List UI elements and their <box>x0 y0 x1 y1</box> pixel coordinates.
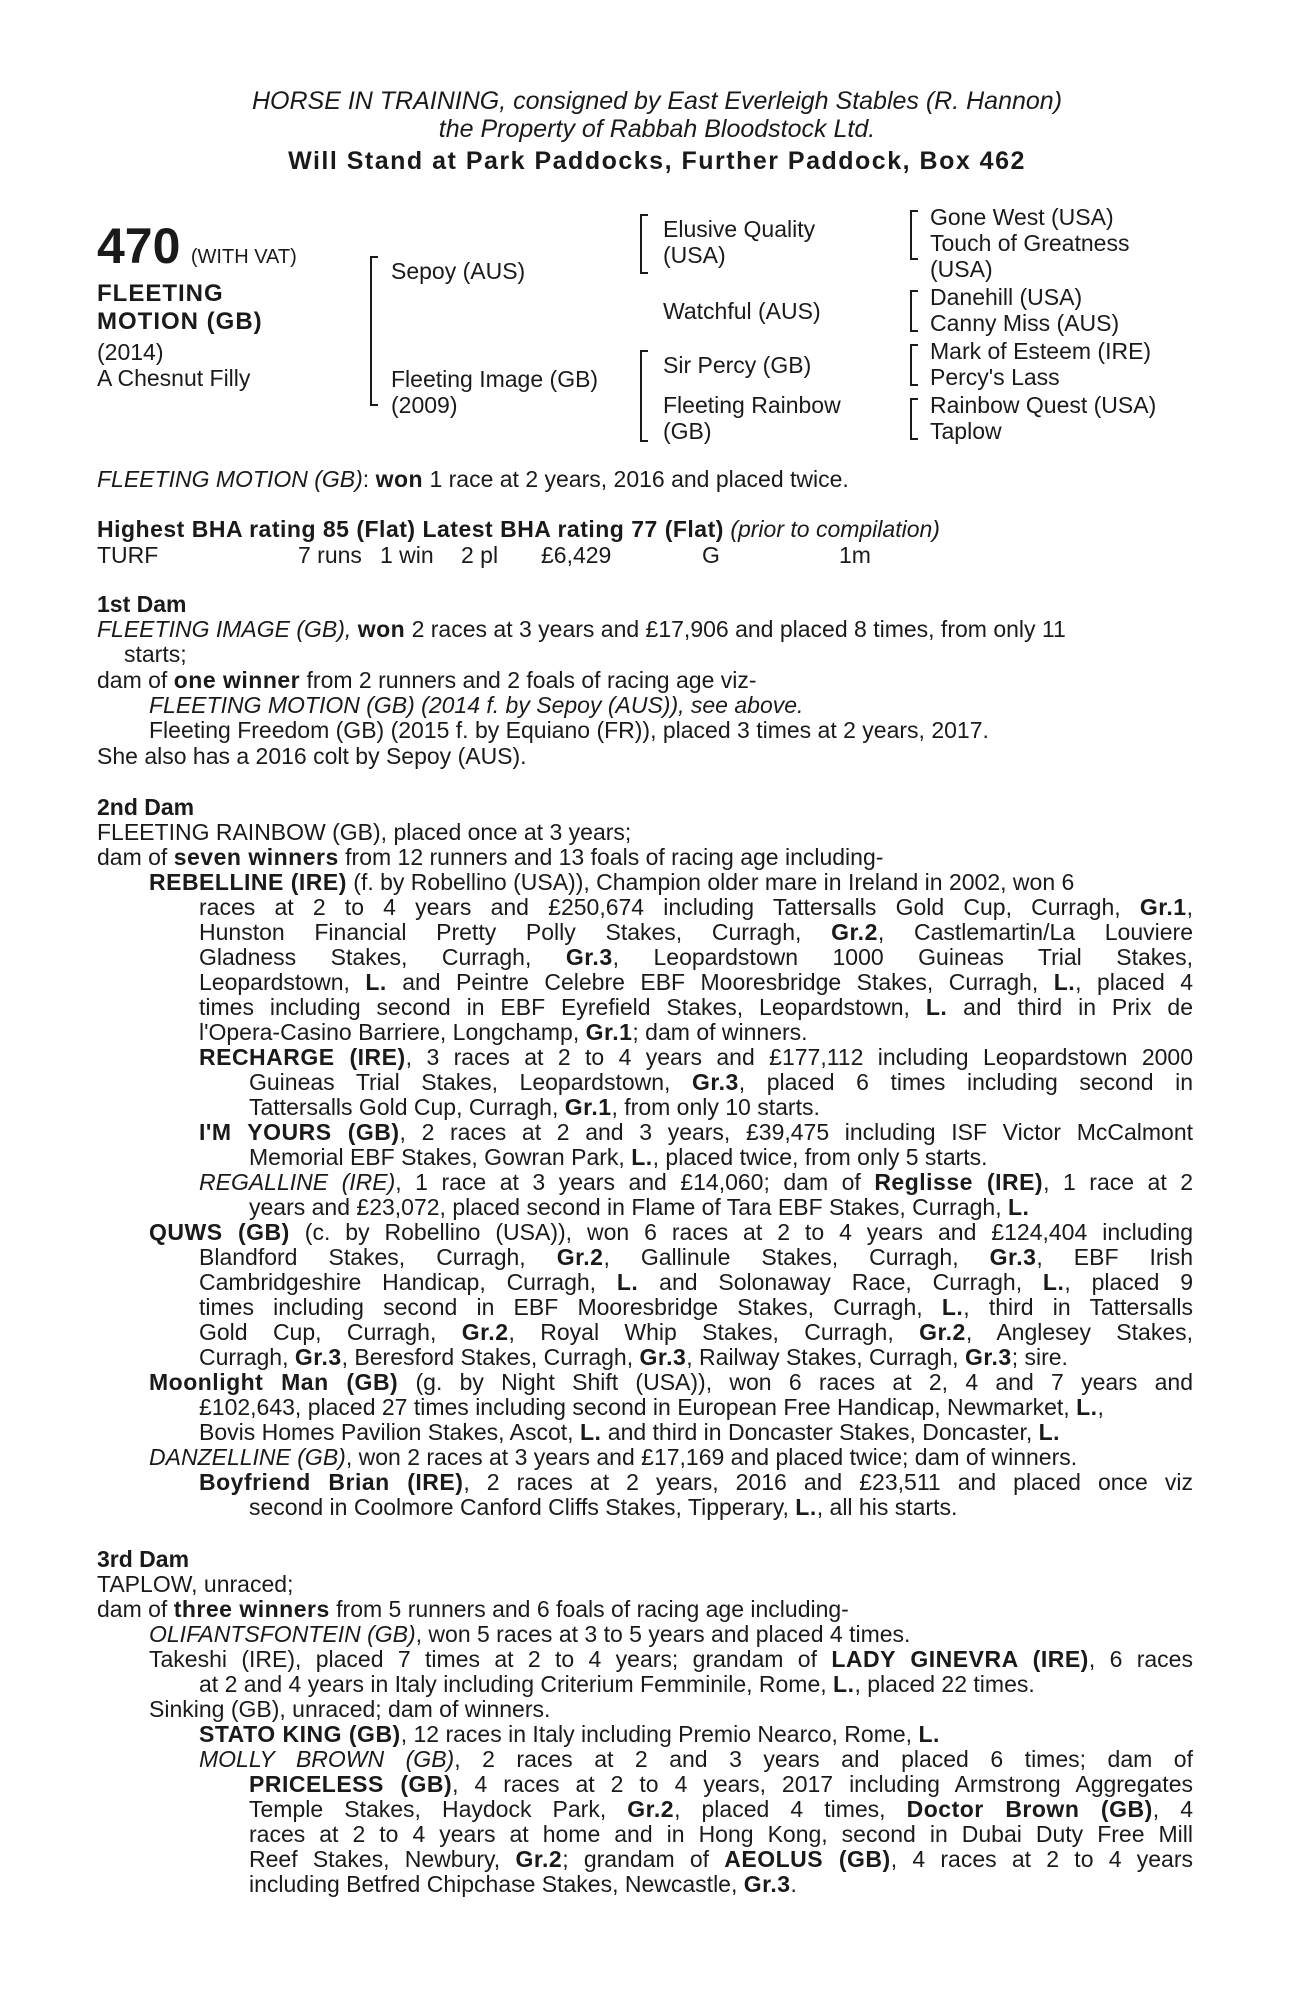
second-dam-winners: seven winners <box>173 844 339 870</box>
pedigree-ggs6: Percy's Lass <box>930 364 1060 390</box>
rebelline-line-7: l'Opera-Casino Barriere, Longchamp, Gr.1; dam of winners. <box>199 1019 808 1045</box>
first-dam-produce <box>97 668 757 693</box>
takeshi-line-2: at 2 and 4 years in Italy including Criterium Femminile, Rome, L., placed 22 times. <box>199 1671 1035 1697</box>
owner-line: the Property of Rabbah Bloodstock Ltd. <box>438 115 876 143</box>
ggs-brace-1 <box>910 210 912 260</box>
molly-brown-line-3: Temple Stakes, Haydock Park, Gr.2, placed 4 times, Doctor Brown (GB), 4 <box>249 1796 1194 1822</box>
lot-number: 470 <box>97 218 181 274</box>
first-dam-note: She also has a 2016 colt by Sepoy (AUS). <box>97 743 527 769</box>
moonlight-man-entry: Moonlight Man (GB) (g. by Night Shift (USA)), won 6 races at 2, 4 and 7 years and <box>149 1369 1193 1395</box>
pedigree-ggs3: Danehill (USA) <box>930 284 1083 310</box>
rebelline-entry: REBELLINE (IRE) (f. by Robellino (USA)), Champion older mare in Ireland in 2002, won 6 <box>149 869 1075 895</box>
pedigree-gs3: Sir Percy (GB) <box>663 352 812 378</box>
pedigree-dam: Fleeting Image (GB) <box>391 366 599 392</box>
pedigree-ggs2: Touch of Greatness (USA) <box>930 230 1130 282</box>
regalline-entry: REGALLINE (IRE), 1 race at 3 years and £14,060; dam of Reglisse (IRE), 1 race at 2 <box>199 1169 1194 1195</box>
im-yours-line-2: Memorial EBF Stakes, Gowran Park, L., placed twice, from only 5 starts. <box>249 1144 988 1170</box>
rebelline-line-6: times including second in EBF Eyrefield Stakes, Leopardstown, L. and third in Prix de <box>199 994 1193 1020</box>
quws-line-4: times including second in EBF Mooresbridge Stakes, Curragh, L., third in Tattersalls <box>199 1294 1193 1320</box>
pedigree-gs4: Fleeting Rainbow (GB) <box>663 392 841 444</box>
ggs-brace-3 <box>910 344 912 386</box>
lot-number-block <box>97 218 297 274</box>
dam-line-brace <box>640 350 642 442</box>
second-dam-including: from 12 runners and 13 foals of racing age including- <box>345 844 884 870</box>
turf-going: G <box>702 542 720 568</box>
third-dam-including: from 5 runners and 6 foals of racing age including- <box>336 1596 849 1622</box>
takeshi-entry: Takeshi (IRE), placed 7 times at 2 to 4 years; grandam of LADY GINEVRA (IRE), 6 races <box>149 1646 1193 1672</box>
first-dam-heading: 1st Dam <box>97 591 187 617</box>
location-line: Will Stand at Park Paddocks, Further Paddock, Box 462 <box>288 147 1026 175</box>
olifantsfontein-entry: OLIFANTSFONTEIN (GB), won 5 races at 3 to 5 years and placed 4 times. <box>149 1621 911 1647</box>
im-yours-entry: I'M YOURS (GB), 2 races at 2 and 3 years, £39,475 including ISF Victor McCalmont <box>199 1119 1193 1145</box>
second-dam-dam-of: dam of <box>97 844 168 870</box>
recharge-entry: RECHARGE (IRE), 3 races at 2 to 4 years and £177,112 including Leopardstown 2000 <box>199 1044 1193 1070</box>
first-dam-name: FLEETING IMAGE (GB), <box>97 616 352 642</box>
horse-year: (2014) <box>97 339 164 365</box>
consignor-line: HORSE IN TRAINING, consigned by East Everleigh Stables (R. Hannon) <box>251 87 1063 115</box>
sinking-entry: Sinking (GB), unraced; dam of winners. <box>149 1696 551 1722</box>
molly-brown-line-6: including Betfred Chipchase Stakes, Newcastle, Gr.3. <box>249 1871 797 1897</box>
recharge-line-3: Tattersalls Gold Cup, Curragh, Gr.1, from only 10 starts. <box>249 1094 820 1120</box>
turf-distance: 1m <box>839 542 871 568</box>
turf-wins: 1 win <box>380 542 434 568</box>
quws-line-3: Cambridgeshire Handicap, Curragh, L. and Solonaway Race, Curragh, L., placed 9 <box>199 1269 1193 1295</box>
summary-horse-name: FLEETING MOTION (GB) <box>97 466 363 492</box>
second-dam-produce <box>97 845 883 870</box>
bha-rating: Highest BHA rating 85 (Flat) Latest BHA rating 77 (Flat) <box>97 516 724 542</box>
pedigree-gs2: Watchful (AUS) <box>663 298 821 324</box>
third-dam-produce <box>97 1597 849 1622</box>
rebelline-line-3: Hunston Financial Pretty Polly Stakes, Curragh, Gr.2, Castlemartin/La Louviere <box>199 919 1193 945</box>
vat-label: (WITH VAT) <box>190 246 297 268</box>
moonlight-man-line-3: Bovis Homes Pavilion Stakes, Ascot, L. and third in Doncaster Stakes, Doncaster, L. <box>199 1419 1061 1445</box>
pedigree-sire: Sepoy (AUS) <box>391 258 526 284</box>
turf-places: 2 pl <box>461 542 499 568</box>
pedigree-ggs5: Mark of Esteem (IRE) <box>930 338 1152 364</box>
danzelline-entry: DANZELLINE (GB), won 2 races at 3 years and £17,169 and placed twice; dam of winners. <box>149 1444 1078 1470</box>
third-dam-heading: 3rd Dam <box>97 1546 190 1572</box>
first-dam-progeny-2: Fleeting Freedom (GB) (2015 f. by Equiano (FR)), placed 3 times at 2 years, 2017. <box>149 717 989 743</box>
race-summary: FLEETING MOTION (GB): won 1 race at 2 years, 2016 and placed twice. <box>97 466 849 492</box>
summary-text: 1 race at 2 years, 2016 and placed twice. <box>429 466 849 492</box>
ggs-brace-2 <box>910 290 912 332</box>
turf-surface: TURF <box>97 542 159 568</box>
pedigree-ggs1: Gone West (USA) <box>930 204 1114 230</box>
pedigree-dam-year: (2009) <box>391 392 458 418</box>
first-dam-starts: starts; <box>124 641 187 667</box>
molly-brown-entry: MOLLY BROWN (GB), 2 races at 2 and 3 years and placed 6 times; dam of <box>199 1746 1193 1772</box>
boyfriend-brian-line-2: second in Coolmore Canford Cliffs Stakes, Tipperary, L., all his starts. <box>249 1494 958 1520</box>
summary-won: won <box>375 466 424 492</box>
quws-line-6: Curragh, Gr.3, Beresford Stakes, Curragh, Gr.3, Railway Stakes, Curragh, Gr.3; sire. <box>199 1344 1068 1370</box>
third-dam-line: TAPLOW, unraced; <box>97 1571 294 1597</box>
rating-line <box>97 517 940 542</box>
pedigree-ggs4: Canny Miss (AUS) <box>930 310 1120 336</box>
turf-earnings: £6,429 <box>541 542 612 568</box>
first-dam-text: 2 races at 3 years and £17,906 and placed 8 times, from only 11 <box>411 616 1066 642</box>
turf-runs: 7 runs <box>298 542 362 568</box>
molly-brown-line-4: races at 2 to 4 years at home and in Hong Kong, second in Dubai Duty Free Mill <box>249 1821 1193 1847</box>
rebelline-line-2: races at 2 to 4 years and £250,674 including Tattersalls Gold Cup, Curragh, Gr.1, <box>199 894 1193 920</box>
quws-line-2: Blandford Stakes, Curragh, Gr.2, Gallinule Stakes, Curragh, Gr.3, EBF Irish <box>199 1244 1193 1270</box>
stato-king-entry: STATO KING (GB), 12 races in Italy including Premio Nearco, Rome, L. <box>199 1721 940 1747</box>
first-dam-won: won <box>357 616 406 642</box>
second-dam-heading: 2nd Dam <box>97 794 195 820</box>
first-dam-line <box>97 617 1207 642</box>
second-dam-line: FLEETING RAINBOW (GB), placed once at 3 years; <box>97 819 632 845</box>
rebelline-line-4: Gladness Stakes, Curragh, Gr.3, Leopardstown 1000 Guineas Trial Stakes, <box>199 944 1193 970</box>
first-dam-dam-of: dam of <box>97 667 168 693</box>
quws-line-5: Gold Cup, Curragh, Gr.2, Royal Whip Stakes, Curragh, Gr.2, Anglesey Stakes, <box>199 1319 1194 1345</box>
pedigree-gs1: Elusive Quality (USA) <box>663 216 816 268</box>
sire-dam-brace <box>370 256 372 406</box>
first-dam-progeny-1: FLEETING MOTION (GB) (2014 f. by Sepoy (AUS)), see above. <box>149 692 804 718</box>
boyfriend-brian-entry: Boyfriend Brian (IRE), 2 races at 2 years, 2016 and £23,511 and placed once viz <box>199 1469 1193 1495</box>
pedigree-ggs8: Taplow <box>930 418 1002 444</box>
rebelline-line-5: Leopardstown, L. and Peintre Celebre EBF Mooresbridge Stakes, Curragh, L., placed 4 <box>199 969 1193 995</box>
ggs-brace-4 <box>910 398 912 440</box>
quws-entry: QUWS (GB) (c. by Robellino (USA)), won 6 races at 2 to 4 years and £124,404 including <box>149 1219 1193 1245</box>
rating-note: (prior to compilation) <box>730 516 940 542</box>
third-dam-dam-of: dam of <box>97 1596 168 1622</box>
horse-description: A Chesnut Filly <box>97 365 251 391</box>
sire-line-brace <box>640 214 642 274</box>
first-dam-winners: one winner <box>173 667 301 693</box>
molly-brown-line-5: Reef Stakes, Newbury, Gr.2; grandam of AEOLUS (GB), 4 races at 2 to 4 years <box>249 1846 1193 1872</box>
recharge-line-2: Guineas Trial Stakes, Leopardstown, Gr.3, placed 6 times including second in <box>249 1069 1194 1095</box>
third-dam-winners: three winners <box>173 1596 330 1622</box>
moonlight-man-line-2: £102,643, placed 27 times including second in European Free Handicap, Newmarket, L., <box>199 1394 1104 1420</box>
regalline-line-2: years and £23,072, placed second in Flame of Tara EBF Stakes, Curragh, L. <box>249 1194 1030 1220</box>
pedigree-ggs7: Rainbow Quest (USA) <box>930 392 1157 418</box>
molly-brown-line-2: PRICELESS (GB), 4 races at 2 to 4 years, 2017 including Armstrong Aggregates <box>249 1771 1193 1797</box>
first-dam-viz: from 2 runners and 2 foals of racing age viz- <box>306 667 757 693</box>
horse-name: FLEETING MOTION (GB) <box>97 280 263 335</box>
